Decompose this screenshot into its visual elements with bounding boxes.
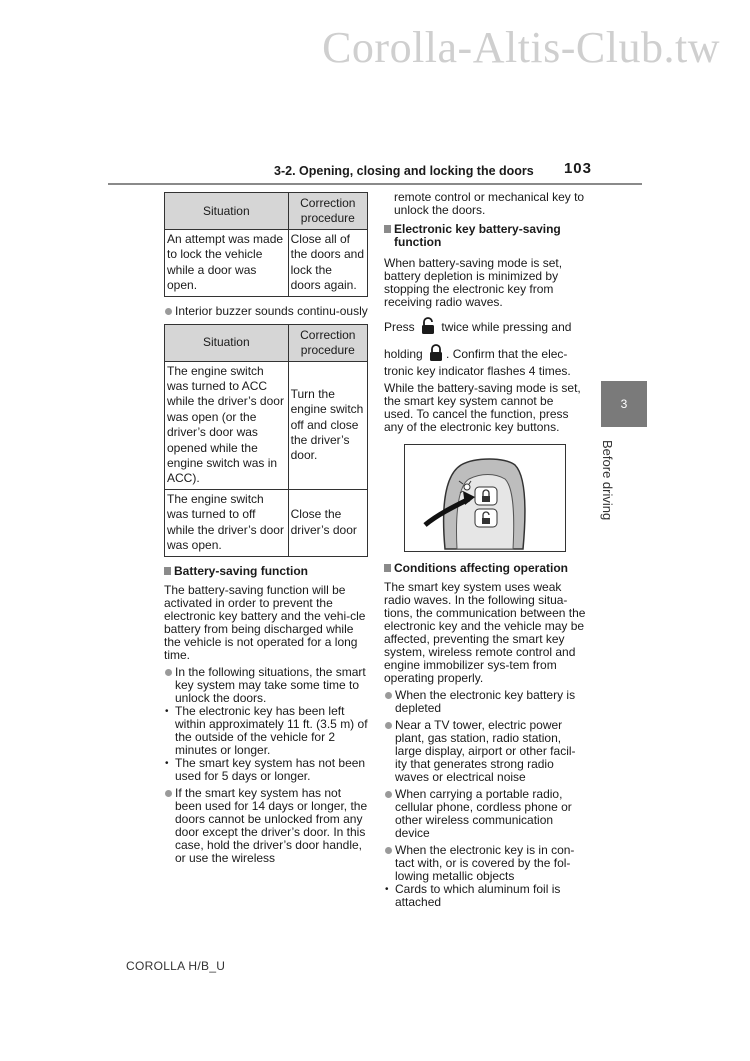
unlock-icon bbox=[421, 317, 435, 338]
battery-saving-heading: Battery-saving function bbox=[164, 565, 368, 578]
list-item: When carrying a portable radio, cellular phone, cordless phone or other wireless communication device bbox=[384, 788, 586, 840]
page-number: 103 bbox=[563, 160, 592, 177]
door-lock-table bbox=[164, 192, 368, 297]
page-footer: COROLLA H/B_U bbox=[126, 959, 226, 973]
list-item: • Cards to which aluminum foil is attached bbox=[384, 883, 586, 909]
table-cell-situation: The engine switch was turned to off while the driver’s door was open. bbox=[165, 489, 289, 556]
table-row bbox=[165, 361, 368, 489]
section-title: 3-2. Opening, closing and locking the doors bbox=[274, 164, 534, 178]
key-battery-saving-holding: holding . Confirm that the elec-tronic key indicator flashes 4 times. bbox=[384, 344, 586, 378]
electronic-key-illustration bbox=[404, 444, 566, 552]
table-header-situation: Situation bbox=[165, 324, 289, 361]
conditions-heading: Conditions affecting operation bbox=[384, 562, 586, 575]
table-header-procedure: Correction procedure bbox=[288, 193, 367, 230]
conditions-intro: The smart key system uses weak radio waves. In the following situa-tions, the communication between the electronic key and the vehicle may be affected, preventing the smart key system, wireless remote control and engine immobilizer sys-tem from operating properly. bbox=[384, 580, 586, 685]
left-column bbox=[164, 192, 368, 865]
buzzer-table bbox=[164, 324, 368, 557]
table-cell-situation: An attempt was made to lock the vehicle while a door was open. bbox=[165, 230, 289, 297]
table-cell-procedure: Close all of the doors and lock the doors again. bbox=[288, 230, 367, 297]
key-battery-saving-p3: While the battery-saving mode is set, the smart key system cannot be used. To cancel the function, press any of the electronic key buttons. bbox=[384, 381, 581, 434]
key-battery-saving-press: Press twice while pressing and bbox=[384, 317, 586, 338]
list-item: When the electronic key is in con-tact with, or is covered by the fol-lowing metallic objects bbox=[384, 844, 586, 883]
key-battery-saving-p1: When battery-saving mode is set, battery depletion is minimized by stopping the electronic key from receiving radio waves. bbox=[384, 256, 563, 309]
table-header-situation: Situation bbox=[165, 193, 289, 230]
list-item: • The electronic key has been left within approximately 11 ft. (3.5 m) of the outside of the vehicle for 2 minutes or longer. bbox=[164, 705, 368, 757]
list-item: • The smart key system has not been used for 5 days or longer. bbox=[164, 757, 368, 783]
list-item: When the electronic key battery is depleted bbox=[384, 689, 586, 715]
table-cell-situation: The engine switch was turned to ACC while the driver’s door was open (or the driver’s door was opened while the engine switch was in ACC). bbox=[165, 361, 289, 489]
header-rule bbox=[108, 183, 642, 185]
list-item: If the smart key system has not been used for 14 days or longer, the doors cannot be unlocked from any door except the driver’s door. In this case, hold the driver’s door handle, or use the wireless bbox=[164, 787, 368, 865]
lock-icon bbox=[429, 344, 443, 365]
table-cell-procedure: Close the driver’s door bbox=[288, 489, 367, 556]
right-column bbox=[384, 191, 586, 909]
table-cell-procedure: Turn the engine switch off and close the driver’s door. bbox=[288, 361, 367, 489]
table-header-procedure: Correction procedure bbox=[288, 324, 367, 361]
table-row bbox=[165, 230, 368, 297]
chapter-tab-label: Before driving bbox=[600, 440, 615, 521]
watermark: Corolla-Altis-Club.tw bbox=[322, 23, 720, 72]
list-item: In the following situations, the smart key system may take some time to unlock the doors. bbox=[164, 666, 368, 705]
list-item: Near a TV tower, electric power plant, gas station, radio station, large display, airport or other facil-ity that generates strong radio waves or electrical noise bbox=[384, 719, 586, 784]
buzzer-bullet: Interior buzzer sounds continu-ously bbox=[164, 305, 368, 318]
continued-text: remote control or mechanical key to unlock the doors. bbox=[394, 190, 585, 217]
key-battery-saving-heading: Electronic key battery-saving function bbox=[384, 223, 586, 249]
table-row bbox=[165, 489, 368, 556]
chapter-tab: 3 bbox=[601, 381, 647, 427]
battery-saving-intro: The battery-saving function will be activated in order to prevent the electronic key battery and the vehi-cle battery from being discharged while the vehicle is not operated for a long time. bbox=[164, 582, 366, 662]
